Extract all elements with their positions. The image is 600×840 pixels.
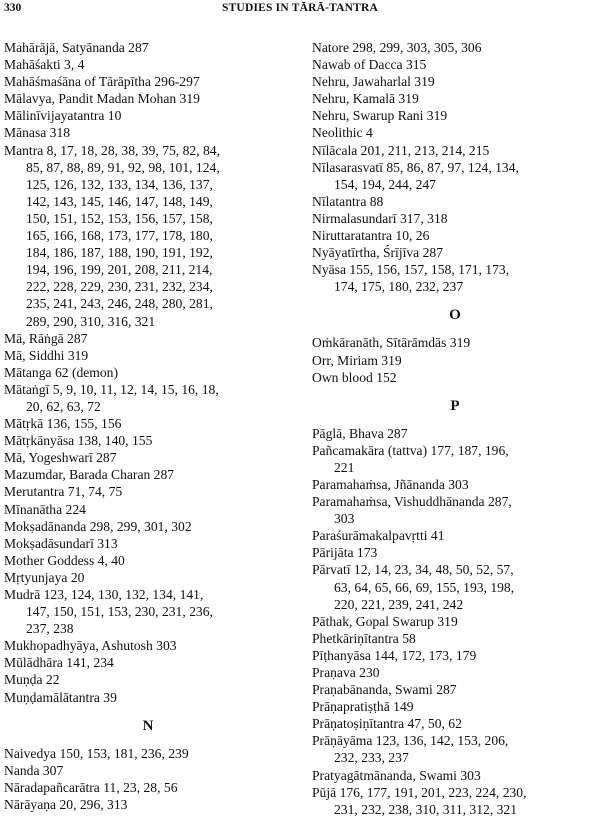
- section-letter: N: [142, 717, 154, 734]
- index-entry-line: Niruttaratantra 10, 26: [312, 228, 430, 244]
- index-entry: [312, 334, 598, 351]
- index-entry-line: Prāṇatoṣiṇītantra 47, 50, 62: [312, 716, 462, 732]
- index-entry-line: Mātanga 62 (demon): [4, 364, 119, 380]
- index-entry: [312, 784, 598, 818]
- index-entry-continuation: 221: [334, 459, 355, 475]
- index-entry: [312, 715, 598, 732]
- index-entry-continuation: 125, 126, 132, 133, 134, 136, 137,: [26, 176, 213, 192]
- index-entry: [4, 107, 292, 124]
- index-entry: [4, 796, 292, 813]
- index-entry-line: Naivedya 150, 153, 181, 236, 239: [4, 745, 189, 761]
- index-entry: [4, 586, 292, 637]
- index-entry: [4, 381, 292, 415]
- index-entry: [4, 415, 292, 432]
- index-entry: [4, 449, 292, 466]
- index-entry-line: Mokṣadānanda 298, 299, 301, 302: [4, 518, 192, 534]
- index-entry: [4, 637, 292, 654]
- index-entry-continuation: 237, 238: [26, 621, 74, 637]
- page-number: 330: [4, 2, 22, 14]
- index-entry-line: Pañcamakāra (tattva) 177, 187, 196,: [312, 442, 509, 458]
- index-entry: [4, 432, 292, 449]
- index-entry: [4, 518, 292, 535]
- index-entry: [312, 647, 598, 664]
- section-letter: P: [450, 397, 460, 414]
- index-entry-line: Paramahaṁsa, Vishuddhānanda 287,: [312, 494, 512, 510]
- running-title: STUDIES IN TĀRĀ-TANTRA: [221, 2, 379, 14]
- index-entry-line: Nīlatantra 88: [312, 193, 384, 209]
- index-entry-line: Nīlācala 201, 211, 213, 214, 215: [312, 142, 490, 158]
- index-entry: [4, 142, 292, 330]
- index-entry: [312, 698, 598, 715]
- index-entry-line: Mantra 8, 17, 18, 28, 38, 39, 75, 82, 84,: [4, 142, 220, 158]
- index-entry-line: Praṇava 230: [312, 665, 380, 680]
- index-entry-line: Pārvatī 12, 14, 23, 34, 48, 50, 52, 57,: [312, 562, 514, 578]
- index-entry: [4, 466, 292, 483]
- index-entry-continuation: 150, 151, 152, 153, 156, 157, 158,: [26, 210, 213, 226]
- index-entry-line: Pāthak, Gopal Swarup 319: [312, 613, 458, 629]
- index-entry: [312, 493, 598, 527]
- index-entry-line: Pīṭhanyāsa 144, 172, 173, 179: [312, 647, 477, 663]
- index-entry: [312, 210, 598, 227]
- index-entry-continuation: 220, 221, 239, 241, 242: [334, 596, 464, 612]
- index-entry: [4, 762, 292, 779]
- index-entry-continuation: 174, 175, 180, 232, 237: [334, 279, 464, 295]
- index-entry-continuation: 289, 290, 310, 316, 321: [26, 313, 156, 329]
- index-entry-line: Mṛtyunjaya 20: [4, 569, 85, 585]
- index-entry-line: Nyāyatīrtha, Śrījīva 287: [312, 245, 443, 261]
- index-entry: [312, 142, 598, 159]
- index-entry: [312, 767, 598, 784]
- index-entry-continuation: 20, 62, 63, 72: [26, 398, 101, 414]
- index-entry: [312, 261, 598, 295]
- index-entry: [4, 483, 292, 500]
- index-entry: [4, 552, 292, 569]
- index-entry: [4, 569, 292, 586]
- index-entry: [4, 671, 292, 688]
- index-entry-continuation: 222, 228, 229, 230, 231, 232, 234,: [26, 279, 213, 295]
- index-entry: [4, 654, 292, 671]
- index-entry-line: Mūlādhāra 141, 234: [4, 655, 114, 671]
- index-entry: [312, 39, 598, 56]
- index-entry-line: Pāglā, Bhava 287: [312, 425, 408, 441]
- index-entry-line: Muṇḍa 22: [4, 672, 60, 688]
- index-entry-line: Nirmalasundarī 317, 318: [312, 210, 448, 226]
- index-entry: [312, 124, 598, 141]
- index-entry: [312, 476, 598, 493]
- section-letter: O: [449, 307, 461, 324]
- index-entry-continuation: 142, 143, 145, 146, 147, 148, 149,: [26, 193, 213, 209]
- index-entry-line: Nyāsa 155, 156, 157, 158, 171, 173,: [312, 262, 510, 278]
- index-entry: [312, 425, 598, 442]
- index-entry-line: Mātṛkānyāsa 138, 140, 155: [4, 433, 153, 449]
- index-entry: [312, 90, 598, 107]
- index-entry-line: Mā, Rāṅgā 287: [4, 330, 88, 346]
- index-entry: [312, 664, 598, 681]
- index-entry-line: Phetkāriṇītantra 58: [312, 630, 416, 646]
- index-entry: [4, 745, 292, 762]
- index-entry-line: Prāṇāyāma 123, 136, 142, 153, 206,: [312, 733, 509, 749]
- index-entry-line: Paraśurāmakalpavṛtti 41: [312, 528, 445, 544]
- index-entry-continuation: 85, 87, 88, 89, 91, 92, 98, 101, 124,: [26, 159, 220, 175]
- index-entry: [312, 352, 598, 369]
- page-header: [4, 2, 596, 18]
- index-entry-line: Mahārājā, Satyānanda 287: [4, 40, 149, 55]
- index-entry: [4, 535, 292, 552]
- index-entry: [4, 364, 292, 381]
- index-entry-line: Pārijāta 173: [312, 545, 378, 561]
- index-entry: [312, 159, 598, 193]
- index-entry-continuation: 232, 233, 237: [334, 750, 409, 766]
- index-entry: [4, 501, 292, 518]
- index-entry-continuation: 235, 241, 243, 246, 248, 280, 281,: [26, 296, 213, 312]
- index-entry-line: Mahāśakti 3, 4: [4, 57, 85, 73]
- index-entry-line: Pūjā 176, 177, 191, 201, 223, 224, 230,: [312, 784, 527, 800]
- index-entry: [312, 442, 598, 476]
- index-entry-line: Mahāśmaśāna of Tārāpītha 296-297: [4, 74, 200, 90]
- index-entry-line: Nanda 307: [4, 762, 64, 778]
- index-column-right: [312, 39, 598, 818]
- index-entry: [312, 107, 598, 124]
- index-entry: [312, 369, 598, 386]
- index-entry-line: Nehru, Kamalā 319: [312, 91, 419, 107]
- index-entry-line: Nārāyaṇa 20, 296, 313: [4, 796, 128, 812]
- index-entry: [4, 56, 292, 73]
- index-entry-line: Mālavya, Pandit Madan Mohan 319: [4, 91, 200, 107]
- index-entry-continuation: 184, 186, 187, 188, 190, 191, 192,: [26, 245, 213, 261]
- index-entry-line: Mānasa 318: [4, 125, 71, 141]
- index-entry-line: Mā, Siddhi 319: [4, 347, 89, 363]
- index-entry: [4, 347, 292, 364]
- index-entry: [4, 779, 292, 796]
- index-entry: [312, 193, 598, 210]
- index-entry-line: Orr, Miriam 319: [312, 352, 402, 368]
- index-entry-line: Mālinīvijayatantra 10: [4, 108, 122, 124]
- index-entry-line: Oṁkāranāth, Sītārāmdās 319: [312, 335, 471, 351]
- index-entry: [312, 732, 598, 766]
- index-entry-line: Prāṇapratiṣṭhā 149: [312, 699, 414, 715]
- index-entry-line: Nīlasarasvatī 85, 86, 87, 97, 124, 134,: [312, 159, 519, 175]
- index-entry-line: Mātaṅgī 5, 9, 10, 11, 12, 14, 15, 16, 18,: [4, 381, 219, 397]
- index-entry-line: Neolithic 4: [312, 125, 373, 141]
- index-entry-continuation: 147, 150, 151, 153, 230, 231, 236,: [26, 604, 213, 620]
- index-entry: [4, 73, 292, 90]
- index-entry-line: Paramahaṁsa, Jñānanda 303: [312, 476, 469, 492]
- index-entry-line: Nāradapañcarātra 11, 23, 28, 56: [4, 779, 178, 795]
- index-entry: [312, 244, 598, 261]
- index-entry-line: Merutantra 71, 74, 75: [4, 484, 123, 500]
- index-entry-line: Mukhopadhyāya, Ashutosh 303: [4, 638, 177, 654]
- index-entry-line: Own blood 152: [312, 369, 397, 385]
- index-entry: [312, 630, 598, 647]
- index-entry: [312, 613, 598, 630]
- index-entry-line: Mudrā 123, 124, 130, 132, 134, 141,: [4, 587, 204, 602]
- index-entry-line: Mazumdar, Barada Charan 287: [4, 467, 175, 483]
- index-entry-continuation: 194, 196, 199, 201, 208, 211, 214,: [26, 262, 213, 278]
- index-entry: [312, 73, 598, 90]
- index-entry: [4, 330, 292, 347]
- index-entry-line: Nehru, Swarup Rani 319: [312, 108, 448, 124]
- index-entry-continuation: 231, 232, 238, 310, 311, 312, 321: [334, 801, 518, 817]
- index-entry: [312, 561, 598, 612]
- index-entry-line: Pratyagātmānanda, Swami 303: [312, 767, 481, 783]
- index-entry-line: Praṇabānanda, Swami 287: [312, 682, 457, 698]
- index-entry: [4, 39, 292, 56]
- index-entry-line: Mīnanātha 224: [4, 501, 86, 517]
- index-entry: [312, 544, 598, 561]
- index-entry-line: Natore 298, 299, 303, 305, 306: [312, 40, 482, 55]
- index-entry-line: Nawab of Dacca 315: [312, 57, 427, 73]
- index-entry-line: Mātṛkā 136, 155, 156: [4, 416, 122, 432]
- index-entry-continuation: 303: [334, 511, 355, 527]
- index-entry: [4, 689, 292, 706]
- index-entry: [4, 124, 292, 141]
- index-entry: [312, 227, 598, 244]
- index-entry: [312, 681, 598, 698]
- index-entry-line: Mā, Yogeshwarī 287: [4, 450, 117, 466]
- index-entry: [312, 527, 598, 544]
- index-entry-continuation: 165, 166, 168, 173, 177, 178, 180,: [26, 228, 213, 244]
- index-entry: [4, 90, 292, 107]
- index-entry-continuation: 63, 64, 65, 66, 69, 155, 193, 198,: [334, 579, 515, 595]
- index-column-left: [4, 39, 292, 813]
- index-entry-line: Nehru, Jawaharlal 319: [312, 74, 435, 90]
- index-entry-line: Mother Goddess 4, 40: [4, 552, 125, 568]
- index-entry: [312, 56, 598, 73]
- index-entry-continuation: 154, 194, 244, 247: [334, 176, 436, 192]
- index-entry-line: Muṇḍamālātantra 39: [4, 689, 117, 705]
- index-entry-line: Mokṣadāsundarī 313: [4, 535, 118, 551]
